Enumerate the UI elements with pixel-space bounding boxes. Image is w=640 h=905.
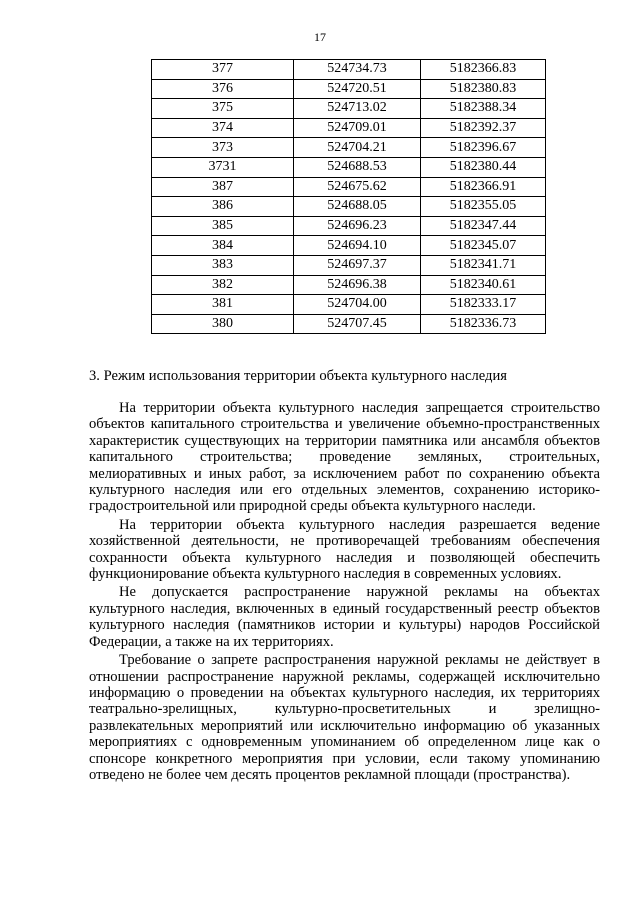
point-number-cell: 3731 bbox=[152, 157, 294, 177]
x-coordinate-cell: 524709.01 bbox=[294, 118, 421, 138]
y-coordinate-cell: 5182392.37 bbox=[421, 118, 546, 138]
point-number-cell: 383 bbox=[152, 255, 294, 275]
table-row bbox=[152, 197, 546, 217]
x-coordinate-cell: 524713.02 bbox=[294, 99, 421, 119]
x-coordinate-cell: 524688.05 bbox=[294, 197, 421, 217]
x-coordinate-cell: 524675.62 bbox=[294, 177, 421, 197]
table-row bbox=[152, 275, 546, 295]
point-number-cell: 382 bbox=[152, 275, 294, 295]
coordinates-table-body bbox=[152, 60, 546, 334]
table-row bbox=[152, 99, 546, 119]
x-coordinate-cell: 524694.10 bbox=[294, 236, 421, 256]
point-number-cell: 381 bbox=[152, 295, 294, 315]
y-coordinate-cell: 5182380.83 bbox=[421, 79, 546, 99]
y-coordinate-cell: 5182336.73 bbox=[421, 314, 546, 334]
table-row bbox=[152, 216, 546, 236]
y-coordinate-cell: 5182380.44 bbox=[421, 157, 546, 177]
section-body bbox=[89, 400, 600, 783]
point-number-cell: 380 bbox=[152, 314, 294, 334]
x-coordinate-cell: 524720.51 bbox=[294, 79, 421, 99]
table-row bbox=[152, 255, 546, 275]
table-row bbox=[152, 157, 546, 177]
paragraph-advertising-exception: Требование о запрете распространения наружной рекламы не действует в отношении распространение наружной рекламы, содержащей исключительно информацию о проведении на объектах культурного наследия, их территориях театрально-зрелищных, культурно-просветительных и зрелищно-развлекательных мероприятий или исключительно информацию об указанных мероприятиях с одновременным упоминанием об определенном лице как о спонсоре конкретного мероприятия при условии, если такому упоминанию отведено не более чем десять процентов рекламной площади (пространства). bbox=[89, 652, 600, 783]
table-row bbox=[152, 236, 546, 256]
x-coordinate-cell: 524707.45 bbox=[294, 314, 421, 334]
x-coordinate-cell: 524688.53 bbox=[294, 157, 421, 177]
x-coordinate-cell: 524696.38 bbox=[294, 275, 421, 295]
section-heading: 3. Режим использования территории объекта культурного наследия bbox=[89, 368, 507, 384]
y-coordinate-cell: 5182341.71 bbox=[421, 255, 546, 275]
point-number-cell: 375 bbox=[152, 99, 294, 119]
y-coordinate-cell: 5182366.83 bbox=[421, 60, 546, 80]
point-number-cell: 384 bbox=[152, 236, 294, 256]
y-coordinate-cell: 5182355.05 bbox=[421, 197, 546, 217]
table-row bbox=[152, 79, 546, 99]
table-row bbox=[152, 295, 546, 315]
paragraph-permitted-activity: На территории объекта культурного наследия разрешается ведение хозяйственной деятельности, не противоречащей требованиям обеспечения сохранности объекта культурного наследия и позволяющей обеспечить функционирование объекта культурного наследия в современных условиях. bbox=[89, 516, 600, 583]
y-coordinate-cell: 5182396.67 bbox=[421, 138, 546, 158]
x-coordinate-cell: 524697.37 bbox=[294, 255, 421, 275]
point-number-cell: 374 bbox=[152, 118, 294, 138]
coordinates-table bbox=[151, 59, 546, 334]
y-coordinate-cell: 5182340.61 bbox=[421, 275, 546, 295]
point-number-cell: 377 bbox=[152, 60, 294, 80]
paragraph-advertising-ban: Не допускается распространение наружной рекламы на объектах культурного наследия, включенных в единый государственный реестр объектов культурного наследия (памятников истории и культуры) народов Российской Федерации, а также на их территориях. bbox=[89, 584, 600, 650]
y-coordinate-cell: 5182345.07 bbox=[421, 236, 546, 256]
paragraph-prohibitions: На территории объекта культурного наследия запрещается строительство объектов капитального строительства и увеличение объемно-пространственных характеристик существующих на территории памятника или ансамбля объектов капитального строительства; проведение земляных, строительных, мелиоративных и иных работ, за исключением работ по сохранению объекта культурного наследия или его отдельных элементов, сохранению историко-градостроительной или природной среды объекта культурного наследи. bbox=[89, 400, 600, 515]
point-number-cell: 385 bbox=[152, 216, 294, 236]
point-number-cell: 387 bbox=[152, 177, 294, 197]
y-coordinate-cell: 5182388.34 bbox=[421, 99, 546, 119]
page-number: 17 bbox=[314, 30, 326, 44]
point-number-cell: 376 bbox=[152, 79, 294, 99]
x-coordinate-cell: 524704.21 bbox=[294, 138, 421, 158]
x-coordinate-cell: 524696.23 bbox=[294, 216, 421, 236]
table-row bbox=[152, 177, 546, 197]
point-number-cell: 386 bbox=[152, 197, 294, 217]
table-row bbox=[152, 60, 546, 80]
table-row bbox=[152, 314, 546, 334]
point-number-cell: 373 bbox=[152, 138, 294, 158]
table-row bbox=[152, 138, 546, 158]
table-row bbox=[152, 118, 546, 138]
y-coordinate-cell: 5182347.44 bbox=[421, 216, 546, 236]
x-coordinate-cell: 524734.73 bbox=[294, 60, 421, 80]
y-coordinate-cell: 5182366.91 bbox=[421, 177, 546, 197]
x-coordinate-cell: 524704.00 bbox=[294, 295, 421, 315]
y-coordinate-cell: 5182333.17 bbox=[421, 295, 546, 315]
